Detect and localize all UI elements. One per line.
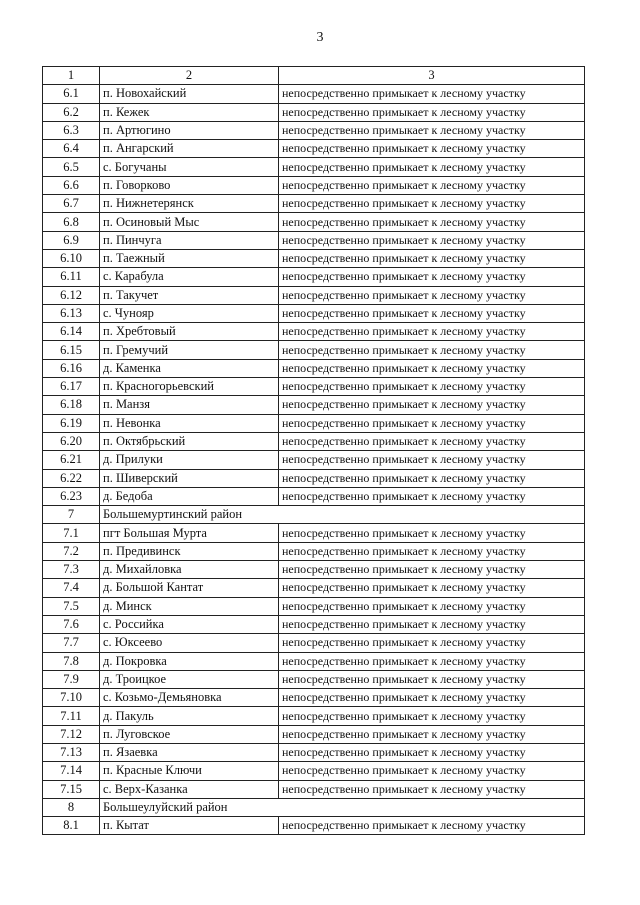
- row-number: 6.15: [43, 341, 100, 359]
- page-number: 3: [316, 30, 324, 45]
- row-number: 7.3: [43, 561, 100, 579]
- table-row: [43, 615, 585, 633]
- table-row: [43, 652, 585, 670]
- forest-adjacency-status: непосредственно примыкает к лесному участку: [279, 652, 585, 670]
- header-col-1: 1: [43, 67, 100, 85]
- settlement-name: с. Чунояр: [100, 304, 279, 322]
- row-number: 6.8: [43, 213, 100, 231]
- row-number: 6.11: [43, 268, 100, 286]
- header-col-2: 2: [100, 67, 279, 85]
- table-row: [43, 561, 585, 579]
- row-number: 7.1: [43, 524, 100, 542]
- table-row: [43, 487, 585, 505]
- header-col-3: 3: [279, 67, 585, 85]
- settlement-name: п. Новохайский: [100, 85, 279, 103]
- settlement-name: п. Предивинск: [100, 542, 279, 560]
- table-row: [43, 158, 585, 176]
- forest-adjacency-status: непосредственно примыкает к лесному участку: [279, 780, 585, 798]
- settlement-name: п. Пинчуга: [100, 231, 279, 249]
- forest-adjacency-status: непосредственно примыкает к лесному участку: [279, 378, 585, 396]
- table-row: [43, 304, 585, 322]
- forest-adjacency-status: непосредственно примыкает к лесному участку: [279, 268, 585, 286]
- forest-adjacency-status: непосредственно примыкает к лесному участку: [279, 762, 585, 780]
- row-number: 6.22: [43, 469, 100, 487]
- row-number: 7.10: [43, 689, 100, 707]
- row-number: 6.2: [43, 103, 100, 121]
- forest-adjacency-status: непосредственно примыкает к лесному участку: [279, 396, 585, 414]
- table-row: [43, 762, 585, 780]
- table-row: [43, 451, 585, 469]
- forest-adjacency-status: непосредственно примыкает к лесному участку: [279, 249, 585, 267]
- table-row: [43, 213, 585, 231]
- table-row: [43, 341, 585, 359]
- row-number: 6.21: [43, 451, 100, 469]
- row-number: 7.11: [43, 707, 100, 725]
- forest-adjacency-status: непосредственно примыкает к лесному участку: [279, 670, 585, 688]
- forest-adjacency-status: непосредственно примыкает к лесному участку: [279, 469, 585, 487]
- forest-adjacency-status: непосредственно примыкает к лесному участку: [279, 140, 585, 158]
- forest-adjacency-status: непосредственно примыкает к лесному участку: [279, 451, 585, 469]
- table-row: [43, 597, 585, 615]
- settlements-table: [42, 66, 585, 835]
- settlement-name: д. Минск: [100, 597, 279, 615]
- row-number: 7.7: [43, 634, 100, 652]
- table-row: [43, 780, 585, 798]
- settlement-name: д. Покровка: [100, 652, 279, 670]
- table-row: [43, 414, 585, 432]
- settlement-name: п. Кежек: [100, 103, 279, 121]
- settlement-name: д. Троицкое: [100, 670, 279, 688]
- table-row: [43, 176, 585, 194]
- forest-adjacency-status: непосредственно примыкает к лесному участку: [279, 286, 585, 304]
- row-number: 6.18: [43, 396, 100, 414]
- settlement-name: д. Бедоба: [100, 487, 279, 505]
- table-row: [43, 103, 585, 121]
- district-row: [43, 506, 585, 524]
- settlement-name: с. Богучаны: [100, 158, 279, 176]
- district-name: Большеулуйский район: [100, 798, 585, 816]
- district-number: 7: [43, 506, 100, 524]
- table-row: [43, 323, 585, 341]
- forest-adjacency-status: непосредственно примыкает к лесному участку: [279, 615, 585, 633]
- settlement-name: п. Манзя: [100, 396, 279, 414]
- table-row: [43, 140, 585, 158]
- table-row: [43, 579, 585, 597]
- forest-adjacency-status: непосредственно примыкает к лесному участку: [279, 359, 585, 377]
- table-row: [43, 396, 585, 414]
- settlement-name: п. Хребтовый: [100, 323, 279, 341]
- table-row: [43, 286, 585, 304]
- settlement-name: п. Говорково: [100, 176, 279, 194]
- settlement-name: п. Гремучий: [100, 341, 279, 359]
- table-row: [43, 725, 585, 743]
- district-number: 8: [43, 798, 100, 816]
- settlement-name: с. Карабула: [100, 268, 279, 286]
- forest-adjacency-status: непосредственно примыкает к лесному участку: [279, 524, 585, 542]
- forest-adjacency-status: непосредственно примыкает к лесному участку: [279, 817, 585, 835]
- settlement-name: д. Пакуль: [100, 707, 279, 725]
- settlement-name: д. Большой Кантат: [100, 579, 279, 597]
- table-row: [43, 121, 585, 139]
- settlement-name: п. Таежный: [100, 249, 279, 267]
- table-row: [43, 689, 585, 707]
- settlement-name: п. Красногорьевский: [100, 378, 279, 396]
- forest-adjacency-status: непосредственно примыкает к лесному участку: [279, 323, 585, 341]
- forest-adjacency-status: непосредственно примыкает к лесному участку: [279, 707, 585, 725]
- forest-adjacency-status: непосредственно примыкает к лесному участку: [279, 487, 585, 505]
- row-number: 6.7: [43, 195, 100, 213]
- forest-adjacency-status: непосредственно примыкает к лесному участку: [279, 725, 585, 743]
- row-number: 6.20: [43, 432, 100, 450]
- row-number: 6.19: [43, 414, 100, 432]
- settlement-name: п. Кытат: [100, 817, 279, 835]
- table-row: [43, 231, 585, 249]
- forest-adjacency-status: непосредственно примыкает к лесному участку: [279, 542, 585, 560]
- row-number: 6.16: [43, 359, 100, 377]
- settlement-name: п. Ангарский: [100, 140, 279, 158]
- table-row: [43, 359, 585, 377]
- row-number: 7.13: [43, 743, 100, 761]
- forest-adjacency-status: непосредственно примыкает к лесному участку: [279, 341, 585, 359]
- settlement-name: д. Михайловка: [100, 561, 279, 579]
- forest-adjacency-status: непосредственно примыкает к лесному участку: [279, 213, 585, 231]
- table-row: [43, 195, 585, 213]
- row-number: 6.5: [43, 158, 100, 176]
- forest-adjacency-status: непосредственно примыкает к лесному участку: [279, 121, 585, 139]
- row-number: 8.1: [43, 817, 100, 835]
- table-row: [43, 542, 585, 560]
- settlement-name: с. Козьмо-Демьяновка: [100, 689, 279, 707]
- row-number: 6.3: [43, 121, 100, 139]
- forest-adjacency-status: непосредственно примыкает к лесному участку: [279, 103, 585, 121]
- forest-adjacency-status: непосредственно примыкает к лесному участку: [279, 414, 585, 432]
- table-header-row: [43, 67, 585, 85]
- table-row: [43, 743, 585, 761]
- forest-adjacency-status: непосредственно примыкает к лесному участку: [279, 689, 585, 707]
- settlement-name: п. Осиновый Мыс: [100, 213, 279, 231]
- row-number: 7.14: [43, 762, 100, 780]
- row-number: 6.6: [43, 176, 100, 194]
- row-number: 6.4: [43, 140, 100, 158]
- table-row: [43, 817, 585, 835]
- table-row: [43, 432, 585, 450]
- row-number: 6.17: [43, 378, 100, 396]
- row-number: 7.2: [43, 542, 100, 560]
- district-row: [43, 798, 585, 816]
- settlement-name: с. Юксеево: [100, 634, 279, 652]
- settlement-name: п. Шиверский: [100, 469, 279, 487]
- table-row: [43, 707, 585, 725]
- settlement-name: д. Прилуки: [100, 451, 279, 469]
- row-number: 6.10: [43, 249, 100, 267]
- settlement-name: п. Нижнетерянск: [100, 195, 279, 213]
- settlement-name: д. Каменка: [100, 359, 279, 377]
- settlement-name: п. Октябрьский: [100, 432, 279, 450]
- row-number: 6.14: [43, 323, 100, 341]
- table-row: [43, 378, 585, 396]
- row-number: 7.8: [43, 652, 100, 670]
- row-number: 6.12: [43, 286, 100, 304]
- forest-adjacency-status: непосредственно примыкает к лесному участку: [279, 158, 585, 176]
- table-row: [43, 469, 585, 487]
- forest-adjacency-status: непосредственно примыкает к лесному участку: [279, 743, 585, 761]
- row-number: 7.6: [43, 615, 100, 633]
- forest-adjacency-status: непосредственно примыкает к лесному участку: [279, 176, 585, 194]
- settlement-name: с. Российка: [100, 615, 279, 633]
- forest-adjacency-status: непосредственно примыкает к лесному участку: [279, 85, 585, 103]
- row-number: 7.4: [43, 579, 100, 597]
- table-row: [43, 85, 585, 103]
- forest-adjacency-status: непосредственно примыкает к лесному участку: [279, 597, 585, 615]
- settlement-name: п. Невонка: [100, 414, 279, 432]
- settlement-name: п. Такучет: [100, 286, 279, 304]
- table-row: [43, 634, 585, 652]
- settlement-name: с. Верх-Казанка: [100, 780, 279, 798]
- forest-adjacency-status: непосредственно примыкает к лесному участку: [279, 634, 585, 652]
- forest-adjacency-status: непосредственно примыкает к лесному участку: [279, 304, 585, 322]
- settlement-name: п. Артюгино: [100, 121, 279, 139]
- settlement-name: п. Язаевка: [100, 743, 279, 761]
- row-number: 7.5: [43, 597, 100, 615]
- table-row: [43, 524, 585, 542]
- table-row: [43, 670, 585, 688]
- forest-adjacency-status: непосредственно примыкает к лесному участку: [279, 231, 585, 249]
- forest-adjacency-status: непосредственно примыкает к лесному участку: [279, 579, 585, 597]
- settlement-name: п. Красные Ключи: [100, 762, 279, 780]
- forest-adjacency-status: непосредственно примыкает к лесному участку: [279, 195, 585, 213]
- settlement-name: пгт Большая Мурта: [100, 524, 279, 542]
- row-number: 6.13: [43, 304, 100, 322]
- settlement-name: п. Луговское: [100, 725, 279, 743]
- table-row: [43, 268, 585, 286]
- forest-adjacency-status: непосредственно примыкает к лесному участку: [279, 561, 585, 579]
- row-number: 7.15: [43, 780, 100, 798]
- row-number: 7.12: [43, 725, 100, 743]
- table-row: [43, 249, 585, 267]
- row-number: 7.9: [43, 670, 100, 688]
- row-number: 6.23: [43, 487, 100, 505]
- forest-adjacency-status: непосредственно примыкает к лесному участку: [279, 432, 585, 450]
- district-name: Большемуртинский район: [100, 506, 585, 524]
- row-number: 6.1: [43, 85, 100, 103]
- row-number: 6.9: [43, 231, 100, 249]
